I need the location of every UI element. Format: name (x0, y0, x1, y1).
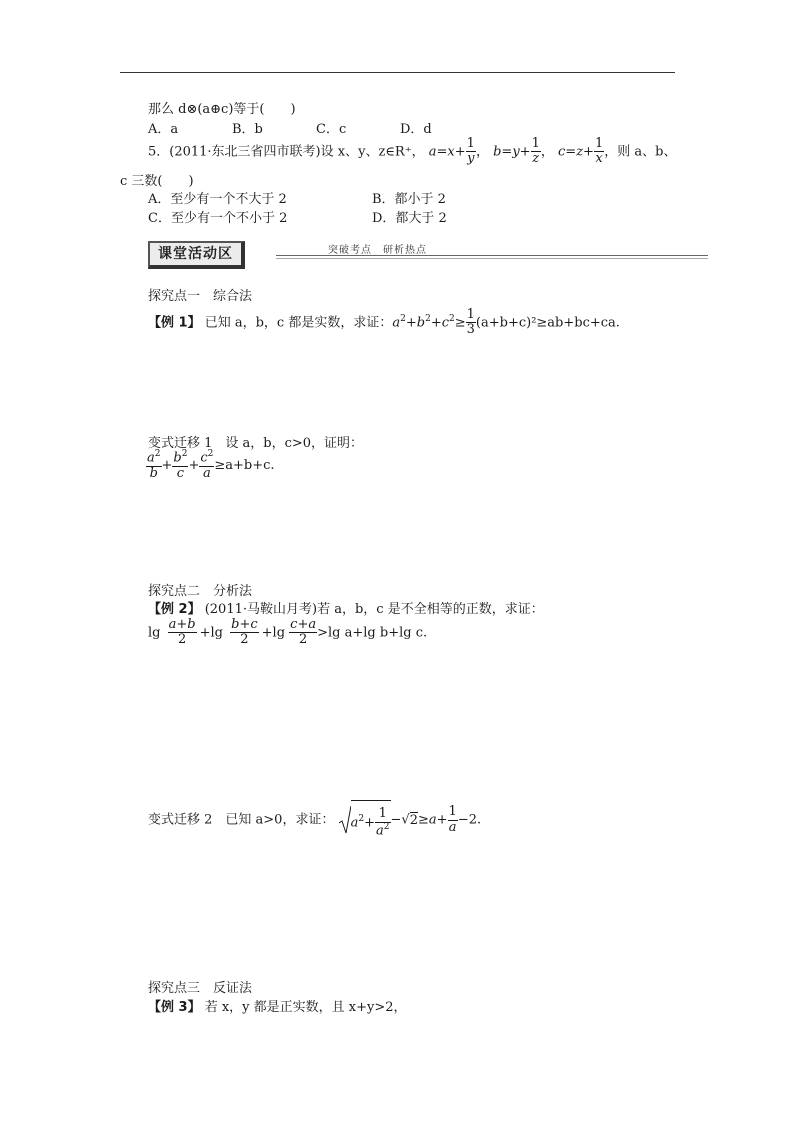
q5-line2: c 三数( ) (120, 174, 194, 189)
q4-option-a: A．a (148, 122, 179, 137)
section-banner (148, 239, 708, 267)
example-3: 【例 3】 若 x，y 都是正实数，且 x+y>2， (148, 1000, 407, 1015)
section-title-3: 探究点三 反证法 (148, 981, 253, 996)
q5-option-b: B．都小于 2 (372, 192, 446, 207)
q5-line1: 5．(2011·东北三省四市联考)设 x、y、z∈R⁺， a=x+ $\frac{1}{y}$ ， b=y+ $\frac{1}{z}$ ， c=z+ $\frac{1}{x}$ ，则 a、b、 (148, 136, 677, 167)
q5-option-a: A．至少有一个不大于 2 (148, 192, 287, 207)
variation-2: 变式迁移 2 已知 a>0，求证： $a^2+$ $\frac{1}{a^2}$ −√2≥a+ $\frac{1}{a}$ −2. (148, 800, 481, 840)
sqrt-expression: $a^2+$ $\frac{1}{a^2}$ (339, 800, 391, 840)
section-title-2: 探究点二 分析法 (148, 584, 253, 599)
variation-1-formula: $\frac{a^2}{b}$ + $\frac{b^2}{c}$ + $\frac{c^2}{a}$ ≥a+b+c. (147, 449, 275, 481)
banner-subtitle: 突破考点 研析热点 (328, 245, 427, 256)
q4-option-c: C．c (316, 122, 347, 137)
variation-1-title: 变式迁移 1 设 a，b，c>0，证明： (148, 436, 364, 451)
example-2-formula: lg $\frac{a+b}{2}$ +lg $\frac{b+c}{2}$ +lg $\frac{c+a}{2}$ >lg a+lg b+lg c. (148, 617, 428, 648)
q5-option-d: D．都大于 2 (372, 211, 447, 226)
section-title-1: 探究点一 综合法 (148, 289, 253, 304)
q5-option-c: C．至少有一个不小于 2 (148, 211, 288, 226)
example-1: 【例 1】 已知 a，b，c 都是实数，求证：$a^2+b^2+c^2\ge$ $\frac{1}{3}$ (a+b+c)²≥ab+bc+ca. (148, 307, 620, 338)
q4-option-d: D．d (400, 122, 432, 137)
example-2-stem: 【例 2】 (2011·马鞍山月考)若 a，b，c 是不全相等的正数，求证： (148, 602, 544, 617)
q4-stem: 那么 d⊗(a⊕c)等于( ) (148, 102, 296, 117)
banner-title: 课堂活动区 (148, 241, 245, 269)
q4-option-b: B．b (232, 122, 263, 137)
header-rule (120, 72, 675, 73)
